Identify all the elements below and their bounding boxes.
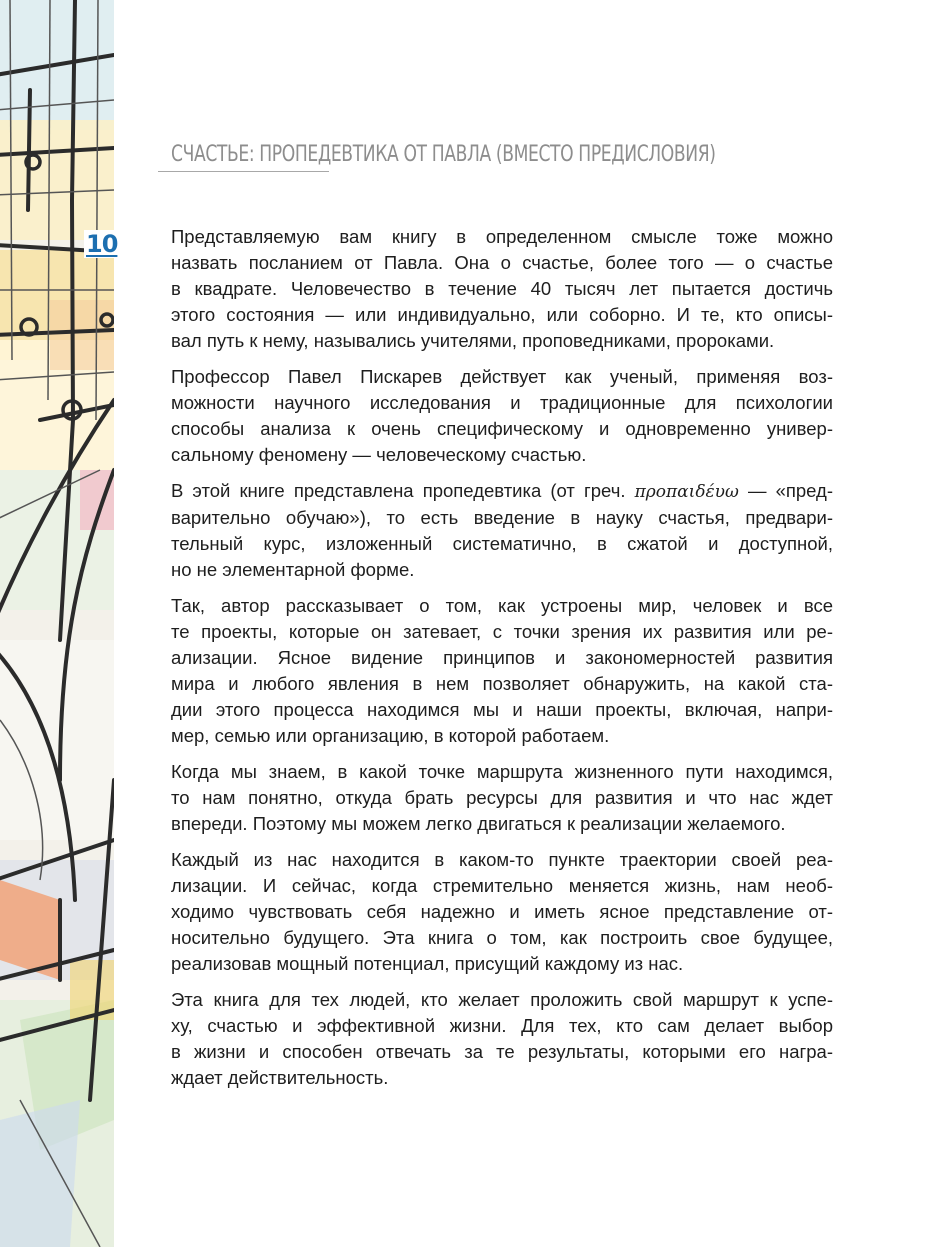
abstract-drawing (0, 0, 114, 1247)
text-line: Представляемую вам книгу в определенном смысле тоже можно (171, 226, 833, 247)
text-line: назвать посланием от Павла. Она о счастье, более того — о счастье (171, 252, 833, 273)
paragraph (171, 478, 833, 583)
text-line: дии этого процесса находимся мы и наши проекты, включая, напри- (171, 699, 833, 720)
text-line: Так, автор рассказывает о том, как устроены мир, человек и все (171, 595, 833, 616)
text-line (171, 478, 833, 505)
paragraph (171, 987, 833, 1091)
paragraph (171, 224, 833, 354)
text-line: ходимо чувствовать себя надежно и иметь ясное представление от- (171, 901, 833, 922)
text-line: те проекты, которые он затевает, с точки зрения их развития или ре- (171, 621, 833, 642)
text-line: тельный курс, изложенный систематично, в сжатой и доступной, (171, 533, 833, 554)
body-text (171, 224, 833, 1101)
text-line: ализации. Ясное видение принципов и закономерностей развития (171, 647, 833, 668)
title-underline-divider (158, 171, 329, 172)
text-line: ху, счастью и эффективной жизни. Для тех, кто сам делает выбор (171, 1015, 833, 1036)
text-line: реализовав мощный потенциал, присущий каждому из нас. (171, 953, 684, 974)
paragraph (171, 759, 833, 837)
text-line: мира и любого явления в нем позволяет обнаружить, на какой ста- (171, 673, 833, 694)
text-line: этого состояния — или индивидуально, или соборно. И те, кто описы- (171, 304, 833, 325)
paragraph (171, 364, 833, 468)
text-line: лизации. И сейчас, когда стремительно меняется жизнь, нам необ- (171, 875, 833, 896)
paragraph (171, 847, 833, 977)
text-line: в жизни и способен отвечать за те результаты, которыми его награ- (171, 1041, 833, 1062)
text-line: в квадрате. Человечество в течение 40 тысяч лет пытается достичь (171, 278, 833, 299)
text-line: мер, семью или организацию, в которой работаем. (171, 725, 610, 746)
text-segment: В этой книге представлена пропедевтика (от греч. (171, 480, 635, 501)
text-line: но не элементарной форме. (171, 559, 415, 580)
greek-word: προπαιδέυω (634, 482, 739, 502)
text-line: впереди. Поэтому мы можем легко двигаться к реализации желаемого. (171, 813, 786, 834)
chapter-title: СЧАСТЬЕ: ПРОПЕДЕВТИКА ОТ ПАВЛА (ВМЕСТО ПРЕДИСЛОВИЯ) (171, 142, 716, 167)
text-line: сальному феномену — человеческому счастью. (171, 444, 587, 465)
text-line: носительно будущего. Эта книга о том, как построить свое будущее, (171, 927, 833, 948)
text-segment: — «пред- (738, 480, 833, 501)
text-line: можности научного исследования и традиционные для психологии (171, 392, 833, 413)
text-line: то нам понятно, откуда брать ресурсы для развития и что нас ждет (171, 787, 833, 808)
text-line: Профессор Павел Пискарев действует как ученый, применяя воз- (171, 366, 833, 387)
decorative-illustration (0, 0, 114, 1247)
page-number: 10 (86, 230, 118, 258)
text-line: Эта книга для тех людей, кто желает проложить свой маршрут к успе- (171, 989, 833, 1010)
paragraph (171, 593, 833, 749)
text-line: способы анализа к очень специфическому и одновременно универ- (171, 418, 833, 439)
text-line: Когда мы знаем, в какой точке маршрута жизненного пути находимся, (171, 761, 833, 782)
text-line: Каждый из нас находится в каком-то пункте траектории своей реа- (171, 849, 833, 870)
text-line: варительно обучаю»), то есть введение в науку счастья, предвари- (171, 507, 833, 528)
text-line: ждает действительность. (171, 1067, 389, 1088)
text-line: вал путь к нему, назывались учителями, проповедниками, пророками. (171, 330, 775, 351)
